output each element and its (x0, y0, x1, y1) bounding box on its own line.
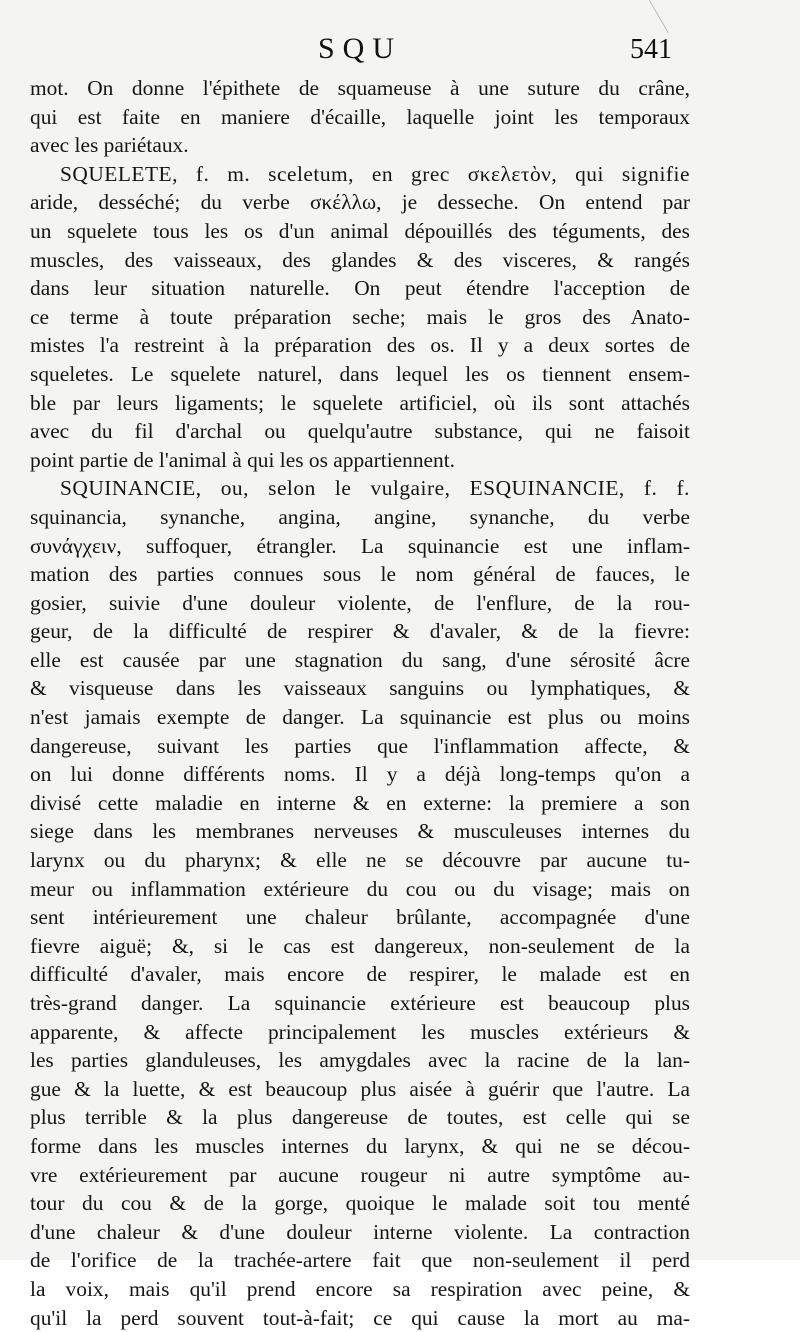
text-line: la voix, mais qu'il prend encore sa respiration avec peine, & (30, 1276, 690, 1301)
text-line: difficulté d'avaler, mais encore de respirer, le malade est en (30, 962, 690, 987)
text-line: gue & la luette, & est beaucoup plus aisée à guérir que l'autre. La (30, 1076, 690, 1101)
text-line: elle est causée par une stagnation du sang, d'une sérosité âcre (30, 647, 690, 672)
text-line: apparente, & affecte principalement les muscles extérieurs & (30, 1019, 690, 1044)
text-line: sent intérieurement une chaleur brûlante, accompagnée d'une (30, 905, 690, 930)
text-line: vre extérieurement par aucune rougeur ni autre symptôme au- (30, 1162, 690, 1187)
text-line: les parties glanduleuses, les amygdales avec la racine de la lan- (30, 1048, 690, 1073)
text-line: très-grand danger. La squinancie extérieure est beaucoup plus (30, 991, 690, 1015)
text-line: on lui donne différents noms. Il y a déjà long-temps qu'on a (30, 762, 690, 787)
text-line: tour du cou & de la gorge, quoique le malade soit tou menté (30, 1191, 690, 1216)
text-line: forme dans les muscles internes du larynx, & qui ne se décou- (30, 1133, 690, 1158)
text-line: qui est faite en maniere d'écaille, laquelle joint les temporaux (30, 104, 690, 129)
text-line: avec du fil d'archal ou quelqu'autre substance, qui ne faisoit (30, 419, 690, 444)
text-line: mation des parties connues sous le nom général de fauces, le (30, 562, 690, 587)
running-head (0, 28, 800, 68)
text-line: gosier, suivie d'une douleur violente, de l'enflure, de la rou- (30, 590, 690, 615)
text-line: geur, de la difficulté de respirer & d'avaler, & de la fievre: (30, 619, 690, 644)
text-line: de l'orifice de la trachée-artere fait que non-seulement il perd (30, 1248, 690, 1273)
text-line: avec les pariétaux. (30, 133, 189, 158)
text-line: squeletes. Le squelete naturel, dans lequel les os tiennent ensem- (30, 361, 690, 386)
text-line: ble par leurs ligaments; le squelete artificiel, où ils sont attachés (30, 390, 690, 415)
text-line: muscles, des vaisseaux, des glandes & des visceres, & rangés (30, 247, 690, 272)
text-line: siege dans les membranes nerveuses & musculeuses internes du (30, 819, 690, 844)
text-line: dans leur situation naturelle. On peut étendre l'acception de (30, 276, 690, 301)
page-number: 541 (630, 34, 672, 65)
entry-heading-squinancie: SQUINANCIE, ou, selon le vulgaire, ESQUINANCIE, f. f. (60, 476, 690, 501)
text-line: fievre aiguë; &, si le cas est dangereux, non-seulement de la (30, 933, 690, 958)
running-head-title: SQU (317, 32, 402, 65)
entry-heading-squelete: SQUELETE, f. m. sceletum, en grec σκελετὸν, qui signifie (60, 161, 690, 186)
text-line: n'est jamais exempte de danger. La squinancie est plus ou moins (30, 705, 690, 730)
text-line: συνάγχειν, suffoquer, étrangler. La squinancie est une inflam- (30, 533, 690, 558)
text-line: d'une chaleur & d'une douleur interne violente. La contraction (30, 1219, 690, 1244)
text-line: meur ou inflammation extérieure du cou ou du visage; mais on (30, 876, 690, 901)
text-line: un squelete tous les os d'un animal dépouillés des téguments, des (30, 218, 690, 243)
text-line: ce terme à toute préparation seche; mais le gros des Anato- (30, 304, 690, 329)
text-line: squinancia, synanche, angina, angine, synanche, du verbe (30, 504, 690, 529)
text-line: mot. On donne l'épithete de squameuse à une suture du crâne, (30, 76, 690, 100)
text-line: plus terrible & la plus dangereuse de toutes, est celle qui se (30, 1105, 690, 1130)
text-line: aride, desséché; du verbe σκέλλω, je desseche. On entend par (30, 190, 690, 215)
text-line: divisé cette maladie en interne & en externe: la premiere a son (30, 790, 690, 815)
dictionary-text (30, 74, 690, 1332)
text-line: larynx ou du pharynx; & elle ne se découvre par aucune tu- (30, 848, 690, 873)
text-line: dangereuse, suivant les parties que l'inflammation affecte, & (30, 733, 690, 758)
text-line: qu'il la perd souvent tout-à-fait; ce qui cause la mort au ma- (30, 1305, 690, 1330)
text-line: point partie de l'animal à qui les os appartiennent. (30, 447, 456, 472)
text-line: & visqueuse dans les vaisseaux sanguins ou lymphatiques, & (30, 676, 690, 701)
text-line: mistes l'a restreint à la préparation des os. Il y a deux sortes de (30, 333, 690, 358)
